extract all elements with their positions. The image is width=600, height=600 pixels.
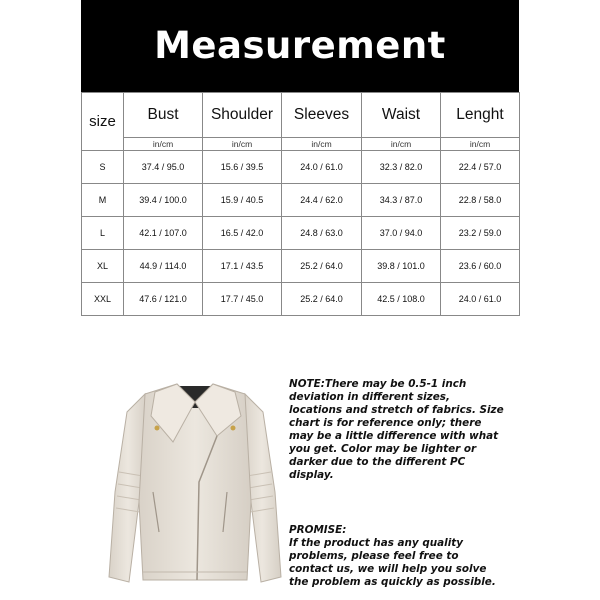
table-cell: 15.9 / 40.5 xyxy=(203,184,282,217)
table-cell: 37.0 / 94.0 xyxy=(362,217,441,250)
unit-label: in/cm xyxy=(124,138,203,151)
column-header-sleeves: Sleeves xyxy=(282,93,362,138)
column-header-length: Lenght xyxy=(441,93,520,138)
size-cell: S xyxy=(82,151,124,184)
table-cell: 24.4 / 62.0 xyxy=(282,184,362,217)
column-header-waist: Waist xyxy=(362,93,441,138)
table-cell: 17.1 / 43.5 xyxy=(203,250,282,283)
table-cell: 23.6 / 60.0 xyxy=(441,250,520,283)
size-cell: M xyxy=(82,184,124,217)
table-cell: 25.2 / 64.0 xyxy=(282,250,362,283)
table-cell: 22.8 / 58.0 xyxy=(441,184,520,217)
jacket-image xyxy=(95,372,295,597)
table-cell: 23.2 / 59.0 xyxy=(441,217,520,250)
table-row xyxy=(82,151,520,184)
unit-label: in/cm xyxy=(441,138,520,151)
table-cell: 16.5 / 42.0 xyxy=(203,217,282,250)
table-cell: 22.4 / 57.0 xyxy=(441,151,520,184)
table-cell: 24.0 / 61.0 xyxy=(282,151,362,184)
table-cell: 42.5 / 108.0 xyxy=(362,283,441,316)
table-cell: 25.2 / 64.0 xyxy=(282,283,362,316)
table-cell: 42.1 / 107.0 xyxy=(124,217,203,250)
size-cell: XL xyxy=(82,250,124,283)
column-header-shoulder: Shoulder xyxy=(203,93,282,138)
table-row xyxy=(82,217,520,250)
table-cell: 17.7 / 45.0 xyxy=(203,283,282,316)
table-cell: 32.3 / 82.0 xyxy=(362,151,441,184)
note-text: NOTE:There may be 0.5-1 inch deviation in different sizes, locations and stretch of fabrics. Size chart is for reference only; there may be a little difference with what you get. Color may be lighter or darker due to the different PC display. xyxy=(289,378,504,481)
table-cell: 24.8 / 63.0 xyxy=(282,217,362,250)
table-row xyxy=(82,250,520,283)
table-cell: 37.4 / 95.0 xyxy=(124,151,203,184)
promise-section xyxy=(289,524,504,589)
table-cell: 39.4 / 100.0 xyxy=(124,184,203,217)
size-chart-table xyxy=(81,92,520,316)
unit-label: in/cm xyxy=(282,138,362,151)
promise-title: PROMISE: xyxy=(289,524,347,536)
column-header-bust: Bust xyxy=(124,93,203,138)
size-cell: L xyxy=(82,217,124,250)
table-cell: 34.3 / 87.0 xyxy=(362,184,441,217)
table-cell: 15.6 / 39.5 xyxy=(203,151,282,184)
size-header: size xyxy=(82,93,124,151)
table-row xyxy=(82,283,520,316)
unit-label: in/cm xyxy=(362,138,441,151)
promise-body: If the product has any quality problems, please feel free to contact us, we will help you solve the problem as quickly as possible. xyxy=(289,537,496,588)
table-cell: 47.6 / 121.0 xyxy=(124,283,203,316)
table-cell: 44.9 / 114.0 xyxy=(124,250,203,283)
unit-row xyxy=(82,138,520,151)
unit-label: in/cm xyxy=(203,138,282,151)
table-row xyxy=(82,184,520,217)
table-cell: 39.8 / 101.0 xyxy=(362,250,441,283)
title-banner xyxy=(81,0,519,92)
banner-title: Measurement xyxy=(154,23,446,67)
table-cell: 24.0 / 61.0 xyxy=(441,283,520,316)
size-cell: XXL xyxy=(82,283,124,316)
header-row xyxy=(82,93,520,138)
